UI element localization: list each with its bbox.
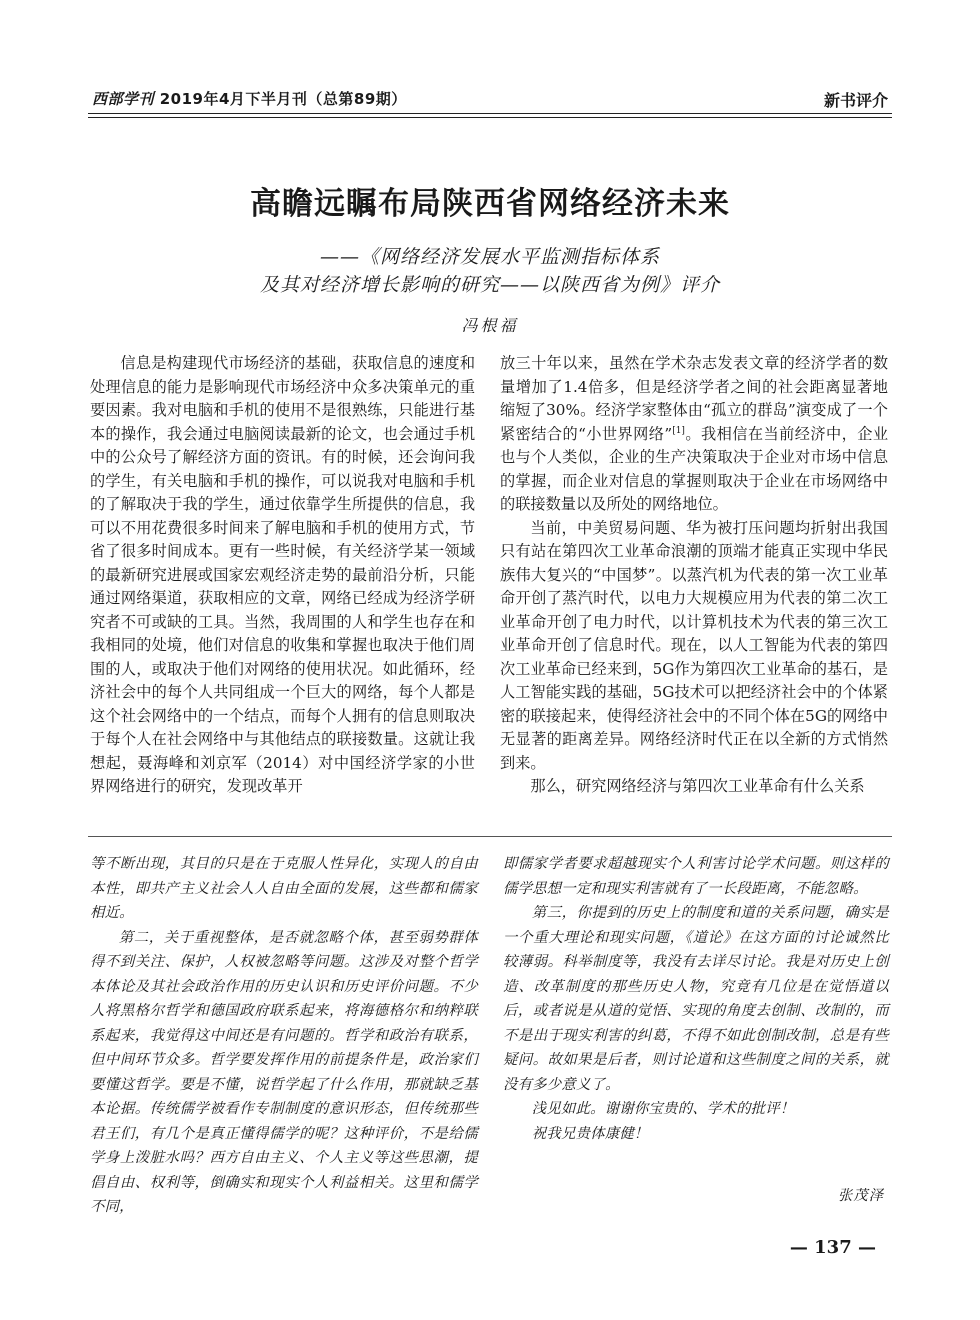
- paragraph: 那么，研究网络经济与第四次工业革命有什么关系: [530, 777, 865, 795]
- body-column-left: [90, 352, 475, 832]
- article-subtitle-line1: ——《网络经济发展水平监测指标体系: [319, 246, 660, 268]
- paragraph: 即儒家学者要求超越现实个人利害讨论学术问题。则这样的儒学思想一定和现实利害就有了一长段距离，不能忽略。: [503, 856, 889, 897]
- paragraph: 等不断出现，其目的只是在于克服人性异化，实现人的自由本性，即共产主义社会人人自由全面的发展，这些都和儒家相近。: [90, 856, 478, 921]
- journal-info: [92, 88, 407, 109]
- journal-issue: 2019年4月下半月刊（总第89期）: [159, 90, 407, 108]
- paragraph-text: 放三十年以来，虽然在学术杂志发表文章的经济学者的数量增加了1.4倍多，但是经济学者之间的社会距离显著地缩短了30%。经济学家整体由“孤立的群岛”演变成了一个紧密结合的“小世界网络”: [500, 354, 888, 443]
- letter-column-left: [90, 852, 478, 1232]
- article-title: 高瞻远瞩布局陕西省网络经济未来: [250, 186, 730, 222]
- article-author: 冯根福: [461, 316, 519, 335]
- page-header: [0, 0, 980, 130]
- letter-signature: 张茂泽: [837, 1188, 884, 1204]
- journal-logo: 西部学刊: [92, 90, 155, 108]
- header-rule-thick: [88, 113, 892, 114]
- paragraph: 当前，中美贸易问题、华为被打压问题均折射出我国只有站在第四次工业革命浪潮的顶端才能真正实现中华民族伟大复兴的“中国梦”。以蒸汽机为代表的第一次工业革命开创了蒸汽时代，以电力大规模应用为代表的第二次工业革命开创了电力时代，以计算机技术为代表的第三次工业革命开创了信息时代。现在，以人工智能为代表的第四次工业革命已经来到，5G作为第四次工业革命的基石，是人工智能实践的基础，5G技术可以把经济社会中的个体紧密的联接起来，使得经济社会中的不同个体在5G的网络中无显著的距离差异。网络经济时代正在以全新的方式悄然到来。: [500, 518, 888, 772]
- page-number: — 137 —: [789, 1237, 876, 1258]
- paragraph-text: 。我相信在当前经济中，企业也与个人类似，企业的生产决策取决于企业对市场中信息的掌握，而企业对信息的掌握则取决于企业在市场网络中的联接数量以及所处的网络地位。: [500, 424, 889, 513]
- paragraph: 浅见如此。谢谢你宝贵的、学术的批评！: [531, 1101, 795, 1117]
- article-subtitle-line2: 及其对经济增长影响的研究——以陕西省为例》评介: [259, 274, 720, 296]
- paragraph: 祝我兄贵体康健！: [531, 1125, 649, 1142]
- paragraph: [500, 352, 888, 517]
- paragraph: 信息是构建现代市场经济的基础，获取信息的速度和处理信息的能力是影响现代市场经济中众多决策单元的重要因素。我对电脑和手机的使用不是很熟练，只能进行基本的操作，我会通过电脑阅读最新的论文，也会通过手机中的公众号了解经济方面的资讯。有的时候，还会询问我的学生，有关电脑和手机的操作，可以说我对电脑和手机的了解取决于我的学生，通过依靠学生所提供的信息，我可以不用花费很多时间来了解电脑和手机的使用方式，节省了很多时间成本。更有一些时候，有关经济学某一领域的最新研究进展或国家宏观经济走势的最前沿分析，只能通过网络渠道，获取相应的文章，网络已经成为经济学研究者不可或缺的工具。当然，我周围的人和学生也存在和我相同的处境，他们对信息的收集和掌握也取决于他们周围的人，或取决于他们对网络的使用状况。如此循环，经济社会中的每个人共同组成一个巨大的网络，每个人都是这个社会网络中的一个结点，而每个人拥有的信息则取决于每个人在社会网络中与其他结点的联接数量。这就让我想起，聂海峰和刘京军（2014）对中国经济学家的小世界网络进行的研究，发现改革开: [90, 354, 475, 795]
- section-label: 新书评介: [823, 91, 888, 110]
- letter-column-right: [503, 852, 889, 1142]
- header-rule-thin: [88, 117, 892, 118]
- reference-marker: [1]: [672, 425, 685, 436]
- body-column-right: [500, 352, 888, 832]
- section-divider: [88, 836, 892, 837]
- paragraph: 第二，关于重视整体，是否就忽略个体，甚至弱势群体得不到关注、保护，人权被忽略等问题。这涉及对整个哲学本体论及其社会政治作用的历史认识和历史评价问题。不少人将黑格尔哲学和德国政府联系起来，将海德格尔和纳粹联系起来，我觉得这中间还是有问题的。哲学和政治有联系，但中间环节众多。哲学要发挥作用的前提条件是，政治家们要懂这哲学。要是不懂，说哲学起了什么作用，那就缺乏基本论据。传统儒学被看作专制制度的意识形态，但传统那些君王们，有几个是真正懂得儒学的呢？这种评价，不是给儒学身上泼脏水吗？西方自由主义、个人主义等这些思潮，提倡自由、权利等，倒确实和现实个人利益相关。这里和儒学不同，: [90, 929, 478, 1215]
- paragraph: 第三，你提到的历史上的制度和道的关系问题，确实是一个重大理论和现实问题，《道论》在这方面的讨论诚然比较薄弱。科举制度等，我没有去详尽讨论。我是对历史上创造、改革制度的那些历史人物，究竟有几位是在觉悟道以后，或者说是从道的觉悟、实现的角度去创制、改制的，而不是出于现实利害的纠葛，不得不如此创制改制，总是有些疑问。故如果是后者，则讨论道和这些制度之间的关系，就没有多少意义了。: [503, 905, 889, 1093]
